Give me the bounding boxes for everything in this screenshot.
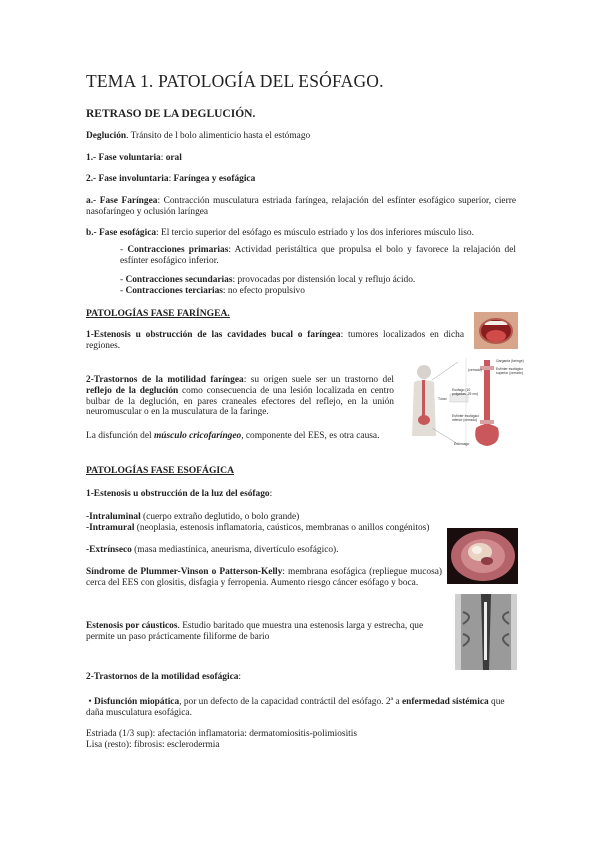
intramural-label: -Intramural: [86, 523, 135, 533]
bullet-icon: •: [88, 697, 92, 707]
extrinseco-label: -Extrínseco: [86, 545, 132, 555]
esophageal-item1: [86, 489, 272, 500]
dys-text2: , componente del EES, es otra causa.: [241, 431, 380, 441]
label-torax: Tórax: [438, 397, 447, 401]
phase2-line: 2.- Fase involuntaria: Faríngea y esofágica: [86, 174, 256, 184]
causticos-text: . Estudio baritado que muestra una estenosis larga y estrecha, que permite un paso prácticamente filiforme de bario: [86, 621, 424, 642]
miopatica-bold: enfermedad sistémica: [401, 697, 489, 707]
label-estomago: Estómago: [454, 442, 470, 446]
fase-esofagica-paragraph: [86, 228, 526, 239]
intraluminal-label: -Intraluminal: [86, 512, 141, 522]
primarias-label: Contracciones primarias: [127, 245, 229, 255]
esophageal-item1-colon: :: [269, 489, 273, 499]
esophageal-item2-label: 2-Trastornos de la motilidad esofágica: [86, 672, 239, 682]
label-cerrado: (cerrado): [468, 368, 482, 372]
causticos-label: Estenosis por cáusticos: [86, 621, 178, 631]
miopatica-text1: , por un defecto de la capacidad contráctil del esófago. 2ª a: [179, 697, 402, 707]
fase-faringea-text: : Contracción musculatura estriada faríngea, relajación del esfínter esofágico superior, cierre nasofaríngeo y oclusión laríngea: [86, 196, 516, 217]
miopatica-paragraph: [86, 697, 518, 719]
intramural-text: (neoplasia, estenosis inflamatoria, caústicos, membranas o anillos congénitos): [134, 523, 430, 533]
label-garganta: Garganta (faringe): [496, 359, 524, 363]
contracciones-terciarias: - Contracciones terciarias: no efecto propulsivo: [120, 286, 305, 296]
plummer-vinson-paragraph: [86, 567, 442, 589]
label-esfinter-superior: Esfínter esofágico superior (cerrado): [496, 367, 524, 375]
esophageal-item2-colon: :: [238, 672, 242, 682]
miopatica-text2: que daña musculatura esofágica.: [86, 697, 505, 718]
pharyngeal-heading: PATOLOGÍAS FASE FARÍNGEA.: [86, 308, 230, 319]
pharyngeal-item1: [86, 330, 464, 352]
pharyngeal-item2-text1: : su origen suele ser un trastorno del: [243, 375, 394, 385]
endoscopy-photo: [447, 528, 518, 584]
esophageal-heading: PATOLOGÍAS FASE ESOFÁGICA: [86, 465, 235, 476]
phase1-value: oral: [165, 153, 182, 163]
dys-bold: músculo cricofaríngeo: [153, 431, 242, 441]
phase2-value: Faríngea y esofágica: [173, 174, 256, 184]
miopatica-label: Disfunción miopática: [93, 697, 180, 707]
secundarias-label: Contracciones secundarias: [125, 275, 233, 285]
endoscopy-illustration: [447, 528, 518, 584]
deglucion-definition: [86, 131, 516, 142]
dys-text1: La disfunción del: [86, 431, 154, 441]
secundarias-text: : provocadas por distensión local y reflujo ácido.: [232, 275, 416, 285]
cricofaringeo-paragraph: [86, 431, 386, 442]
intraluminal-line: [86, 512, 446, 523]
extrinseco-line: [86, 545, 446, 556]
estriada-line: Estriada (1/3 sup): afectación inflamatoria: dermatomiositis-polimiositis: [86, 729, 358, 739]
pharyngeal-item2-bold: reflejo de la deglución: [86, 385, 179, 396]
deglucion-term: Deglución: [86, 131, 127, 141]
causticos-paragraph: [86, 621, 450, 643]
mouth-illustration: [474, 312, 518, 349]
plummer-text: : membrana esofágica (repliegue mucosa) cerca del EES con glositis, disfagia y ferropenia. Aumento riesgo cáncer esófago y boca.: [86, 567, 442, 588]
phase1-line: 1.- Fase voluntaria: oral: [86, 153, 182, 163]
fase-esofagica-text: : El tercio superior del esófago es músculo estriado y los dos inferiores músculo liso.: [156, 228, 474, 238]
pharyngeal-item1-label: 1-Estenosis u obstrucción de las cavidades bucal o faríngea: [86, 330, 341, 340]
pharyngeal-item2: [86, 375, 394, 418]
page-title: TEMA 1. PATOLOGÍA DEL ESÓFAGO.: [86, 71, 384, 91]
lisa-line: Lisa (resto): fibrosis: esclerodermia: [86, 740, 220, 750]
deglucion-text: . Tránsito de l bolo alimenticio hasta el estómago: [126, 131, 311, 141]
esophageal-item1-label: 1-Estenosis u obstrucción de la luz del esófago: [86, 489, 270, 499]
terciarias-text: : no efecto propulsivo: [222, 286, 305, 296]
intraluminal-text: (cuerpo extraño deglutido, o bolo grande): [140, 512, 300, 522]
esophagus-diagram: [406, 358, 524, 448]
phase2-label: 2.- Fase involuntaria: [86, 174, 169, 184]
pharyngeal-item2-label: 2-Trastornos de la motilidad faríngea: [86, 375, 244, 385]
contracciones-secundarias: - Contracciones secundarias: provocadas por distensión local y reflujo ácido.: [120, 275, 416, 285]
extrinseco-text: (masa mediastínica, aneurisma, divertículo esofágico).: [131, 545, 339, 555]
esophageal-item2: [86, 672, 241, 683]
xray-illustration: [455, 594, 517, 670]
fase-faringea-label: a.- Fase Faríngea: [86, 196, 158, 206]
phase1-label: 1.- Fase voluntaria: [86, 153, 161, 163]
section-heading-retraso: RETRASO DE LA DEGLUCIÓN.: [86, 108, 256, 120]
terciarias-label: Contracciones terciarias: [125, 286, 223, 296]
fase-esofagica-label: b.- Fase esofágica: [86, 228, 157, 238]
label-esfinter-inferior: Esfínter esofágico inferior (cerrado): [452, 414, 480, 422]
label-esofago: Esófago (10 pulgadas, 25 cm): [452, 388, 479, 396]
intramural-line: [86, 523, 436, 534]
fase-faringea-paragraph: [86, 196, 516, 218]
plummer-label: Síndrome de Plummer-Vinson o Patterson-Kelly: [86, 567, 283, 577]
pharyngeal-item2-text2: como consecuencia de una lesión localizada en centro bulbar de la deglución, en pares craneales efectores del reflejo, en la unión neuromuscular o en la musculatura de la faringe.: [86, 385, 394, 418]
mouth-photo: [474, 312, 518, 349]
contracciones-primarias: - Contracciones primarias: Actividad peristáltica que propulsa el bolo y favorece la relajación del esfínter esofágico inferior.: [120, 245, 517, 266]
pharyngeal-item1-text: : tumores localizados en dicha regiones.: [86, 330, 464, 351]
primarias-text: : Actividad peristáltica que propulsa el bolo y favorece la relajación del esfínter esofágico inferior.: [120, 245, 517, 266]
barium-xray-photo: [455, 594, 517, 670]
